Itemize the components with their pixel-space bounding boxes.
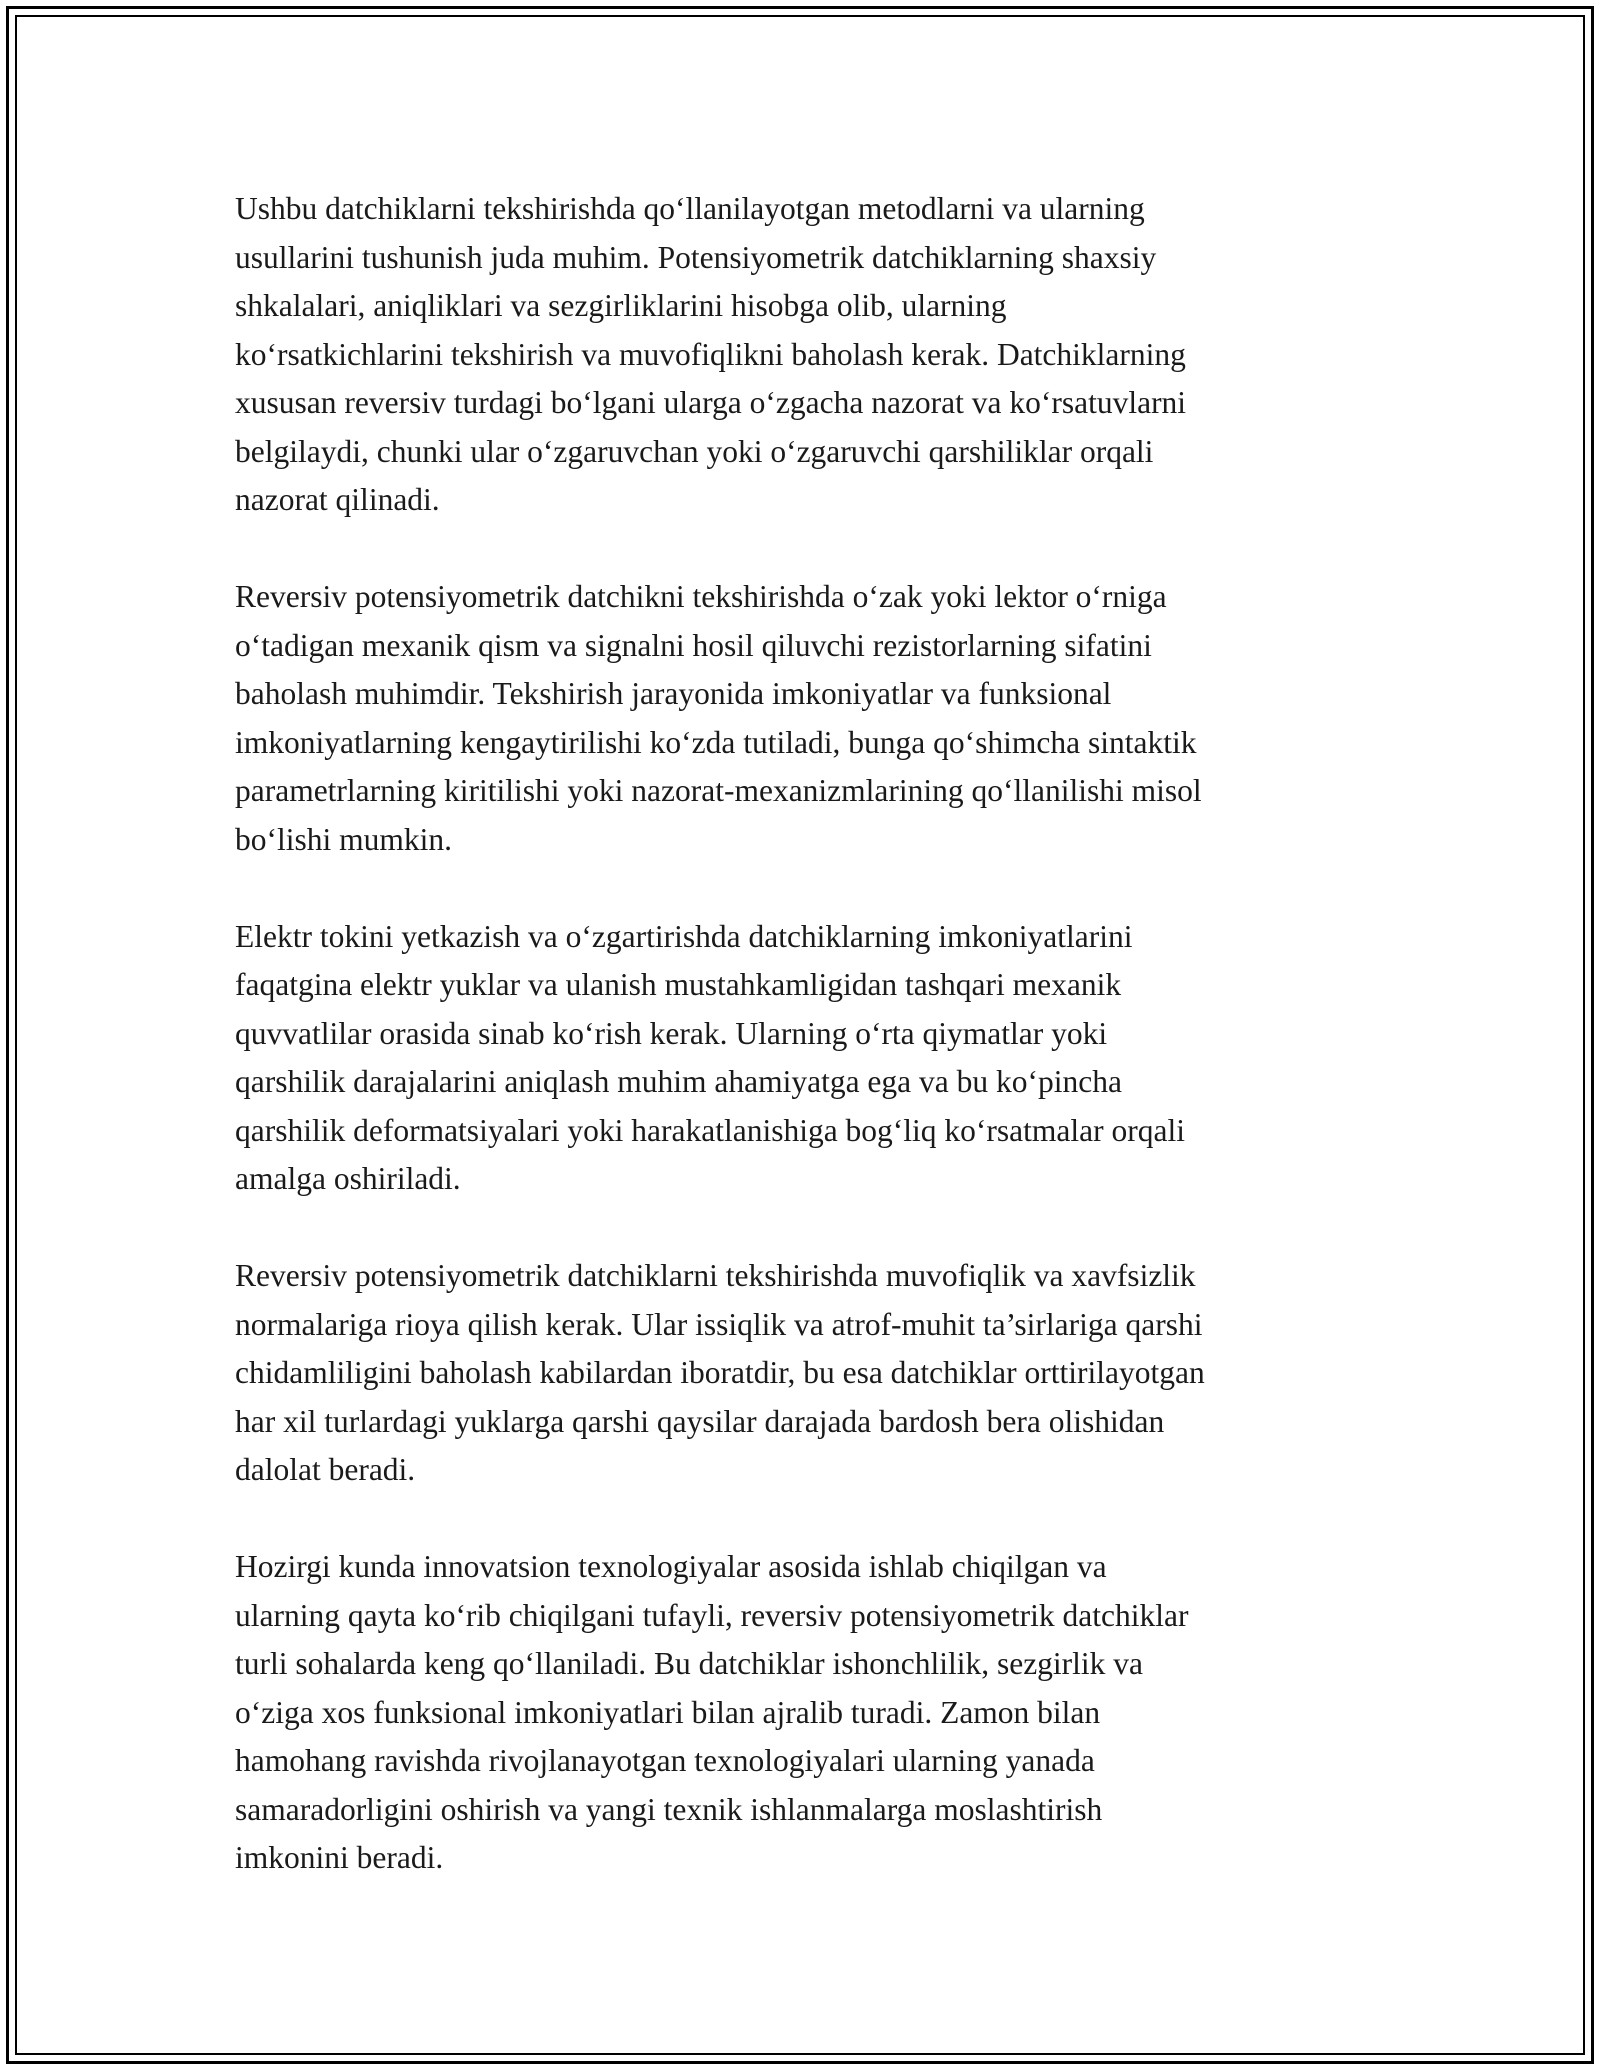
paragraph-4: Reversiv potensiyometrik datchiklarni tekshirishda muvofiqlik va xavfsizlik normalariga rioya qilish kerak. Ular issiqlik va atrof-muhit ta’sirlariga qarshi chidamliligini baholash kabilardan iboratdir, bu esa datchiklar orttirilayotgan har xil turlardagi yuklarga qarshi qaysilar darajada bardosh bera olishidan dalolat beradi. bbox=[235, 1258, 1205, 1487]
paragraph-3: Elektr tokini yetkazish va o‘zgartirishda datchiklarning imkoniyatlarini faqatgina elektr yuklar va ulanish mustahkamligidan tashqari mexanik quvvatlilar orasida sinab ko‘rish kerak. Ularning o‘rta qiymatlar yoki qarshilik darajalarini aniqlash muhim ahamiyatga ega va bu ko‘pincha qarshilik deformatsiyalari yoki harakatlanishiga bog‘liq ko‘rsatmalar orqali amalga oshiriladi. bbox=[235, 918, 1185, 1196]
paragraph-1: Ushbu datchiklarni tekshirishda qo‘llanilayotgan metodlarni va ularning usullarini tushunish juda muhim. Potensiyometrik datchiklarning shaxsiy shkalalari, aniqliklari va sezgirliklarini hisobga olib, ularning ko‘rsatkichlarini tekshirish va muvofiqlikni baholash kerak. Datchiklarning xususan reversiv turdagi bo‘lgani ularga o‘zgacha nazorat va ko‘rsatuvlarni belgilaydi, chunki ular o‘zgaruvchan yoki o‘zgaruvchi qarshiliklar orqali nazorat qilinadi. bbox=[235, 191, 1187, 517]
paragraph-5: Hozirgi kunda innovatsion texnologiyalar asosida ishlab chiqilgan va ularning qayta ko‘rib chiqilgani tufayli, reversiv potensiyometrik datchiklar turli sohalarda keng qo‘llaniladi. Bu datchiklar ishonchlilik, sezgirlik va o‘ziga xos funksional imkoniyatlari bilan ajralib turadi. Zamon bilan hamohang ravishda rivojlanayotgan texnologiyalari ularning yanada samaradorligini oshirish va yangi texnik ishlanmalarga moslashtirish imkonini beradi. bbox=[235, 1549, 1189, 1875]
paragraph-2: Reversiv potensiyometrik datchikni tekshirishda o‘zak yoki lektor o‘rniga o‘tadigan mexanik qism va signalni hosil qiluvchi rezistorlarning sifatini baholash muhimdir. Tekshirish jarayonida imkoniyatlar va funksional imkoniyatlarning kengaytirilishi ko‘zda tutiladi, bunga qo‘shimcha sintaktik parametrlarning kiritilishi yoki nazorat-mexanizmlarining qo‘llanilishi misol bo‘lishi mumkin. bbox=[235, 579, 1202, 857]
document-body bbox=[235, 185, 1385, 1931]
